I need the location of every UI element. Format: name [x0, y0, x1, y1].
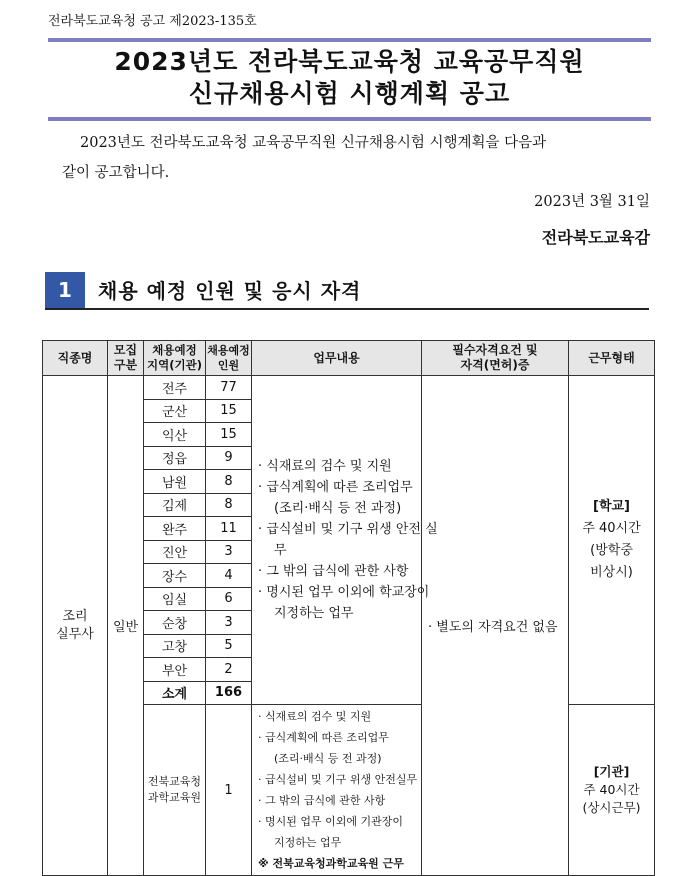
- region-cell: 정읍: [144, 446, 206, 470]
- count-cell: 2: [206, 658, 252, 682]
- region-cell: 진안: [144, 540, 206, 564]
- header-duties: 업무내용: [252, 341, 422, 376]
- count-cell: 3: [206, 540, 252, 564]
- region-cell: 완주: [144, 517, 206, 541]
- header-type: 모집 구분: [108, 341, 144, 376]
- duty-line: 지정하는 업무: [274, 606, 354, 621]
- duty-line: · 그 밖의 급식에 관한 사항: [258, 564, 409, 579]
- duty-line: 지정하는 업무: [274, 836, 342, 849]
- header-job: 직종명: [43, 341, 108, 376]
- duty-line: · 명시된 업무 이외에 학교장이: [258, 585, 430, 600]
- count-cell: 3: [206, 611, 252, 635]
- document-title: [48, 38, 651, 121]
- inst-region-cell: 전북교육청 과학교육원: [144, 705, 206, 876]
- region-cell: 김제: [144, 493, 206, 517]
- inst-note: ※ 전북교육청과학교육원 근무: [258, 857, 404, 870]
- title-line-2: 신규채용시험 시행계획 공고: [188, 79, 511, 108]
- inst-duties-cell: [252, 705, 422, 876]
- duty-line: (조리·배식 등 전 과정): [274, 501, 402, 516]
- duty-line: · 급식계획에 따른 조리업무: [258, 731, 389, 744]
- region-cell: 남원: [144, 470, 206, 494]
- header-count: 채용예정 인원: [206, 341, 252, 376]
- duty-line: · 명시된 업무 이외에 기관장이: [258, 815, 403, 828]
- recruitment-table: [42, 340, 655, 876]
- intro-line-2: 같이 공고합니다.: [62, 165, 170, 181]
- header-region: 채용예정 지역(기관): [144, 341, 206, 376]
- duty-line: · 급식계획에 따른 조리업무: [258, 480, 413, 495]
- region-cell: 고창: [144, 634, 206, 658]
- subtotal-value: 166: [206, 681, 252, 705]
- count-cell: 5: [206, 634, 252, 658]
- section-title: 채용 예정 인원 및 응시 자격: [98, 279, 362, 303]
- region-cell: 임실: [144, 587, 206, 611]
- duty-line: · 급식설비 및 기구 위생 안전실무: [258, 773, 418, 786]
- count-cell: 8: [206, 470, 252, 494]
- table-row: [43, 376, 655, 400]
- count-cell: 15: [206, 399, 252, 423]
- region-cell: 순창: [144, 611, 206, 635]
- subtotal-label: 소계: [144, 681, 206, 705]
- count-cell: 8: [206, 493, 252, 517]
- section-number-badge: 1: [45, 272, 85, 308]
- intro-line-1: 2023년도 전라북도교육청 교육공무직원 신규채용시험 시행계획을 다음과: [80, 135, 547, 151]
- count-cell: 11: [206, 517, 252, 541]
- title-line-1: 2023년도 전라북도교육청 교육공무직원: [114, 47, 585, 76]
- inst-work-cell: [기관] 주 40시간 (상시근무): [569, 705, 655, 876]
- region-cell: 전주: [144, 376, 206, 400]
- duty-line: 무: [274, 543, 287, 558]
- duty-line: · 식재료의 검수 및 지원: [258, 710, 372, 723]
- region-cell: 부안: [144, 658, 206, 682]
- intro-paragraph: [62, 128, 652, 188]
- recruit-type-cell: 일반: [108, 376, 144, 876]
- table-header-row: [43, 341, 655, 376]
- count-cell: 4: [206, 564, 252, 588]
- inst-count-cell: 1: [206, 705, 252, 876]
- duty-line: · 식재료의 검수 및 지원: [258, 459, 392, 474]
- header-requirements: 필수자격요건 및 자격(면허)증: [422, 341, 569, 376]
- duty-line: · 그 밖의 급식에 관한 사항: [258, 794, 386, 807]
- requirement-cell: · 별도의 자격요건 없음: [422, 376, 569, 876]
- count-cell: 9: [206, 446, 252, 470]
- school-work-cell: [학교] 주 40시간 (방학중 비상시): [569, 376, 655, 705]
- count-cell: 15: [206, 423, 252, 447]
- region-cell: 장수: [144, 564, 206, 588]
- announcement-date: 2023년 3월 31일: [534, 194, 650, 210]
- header-work-type: 근무형태: [569, 341, 655, 376]
- count-cell: 6: [206, 587, 252, 611]
- signer: 전라북도교육감: [541, 228, 650, 247]
- region-cell: 군산: [144, 399, 206, 423]
- duty-line: · 급식설비 및 기구 위생 안전 실: [258, 522, 438, 537]
- region-cell: 익산: [144, 423, 206, 447]
- job-name-cell: 조리 실무사: [43, 376, 108, 876]
- duty-line: (조리·배식 등 전 과정): [274, 752, 382, 765]
- notice-number: 전라북도교육청 공고 제2023-135호: [48, 14, 257, 29]
- school-duties-cell: [252, 376, 438, 705]
- section-divider: [45, 308, 649, 310]
- count-cell: 77: [206, 376, 252, 400]
